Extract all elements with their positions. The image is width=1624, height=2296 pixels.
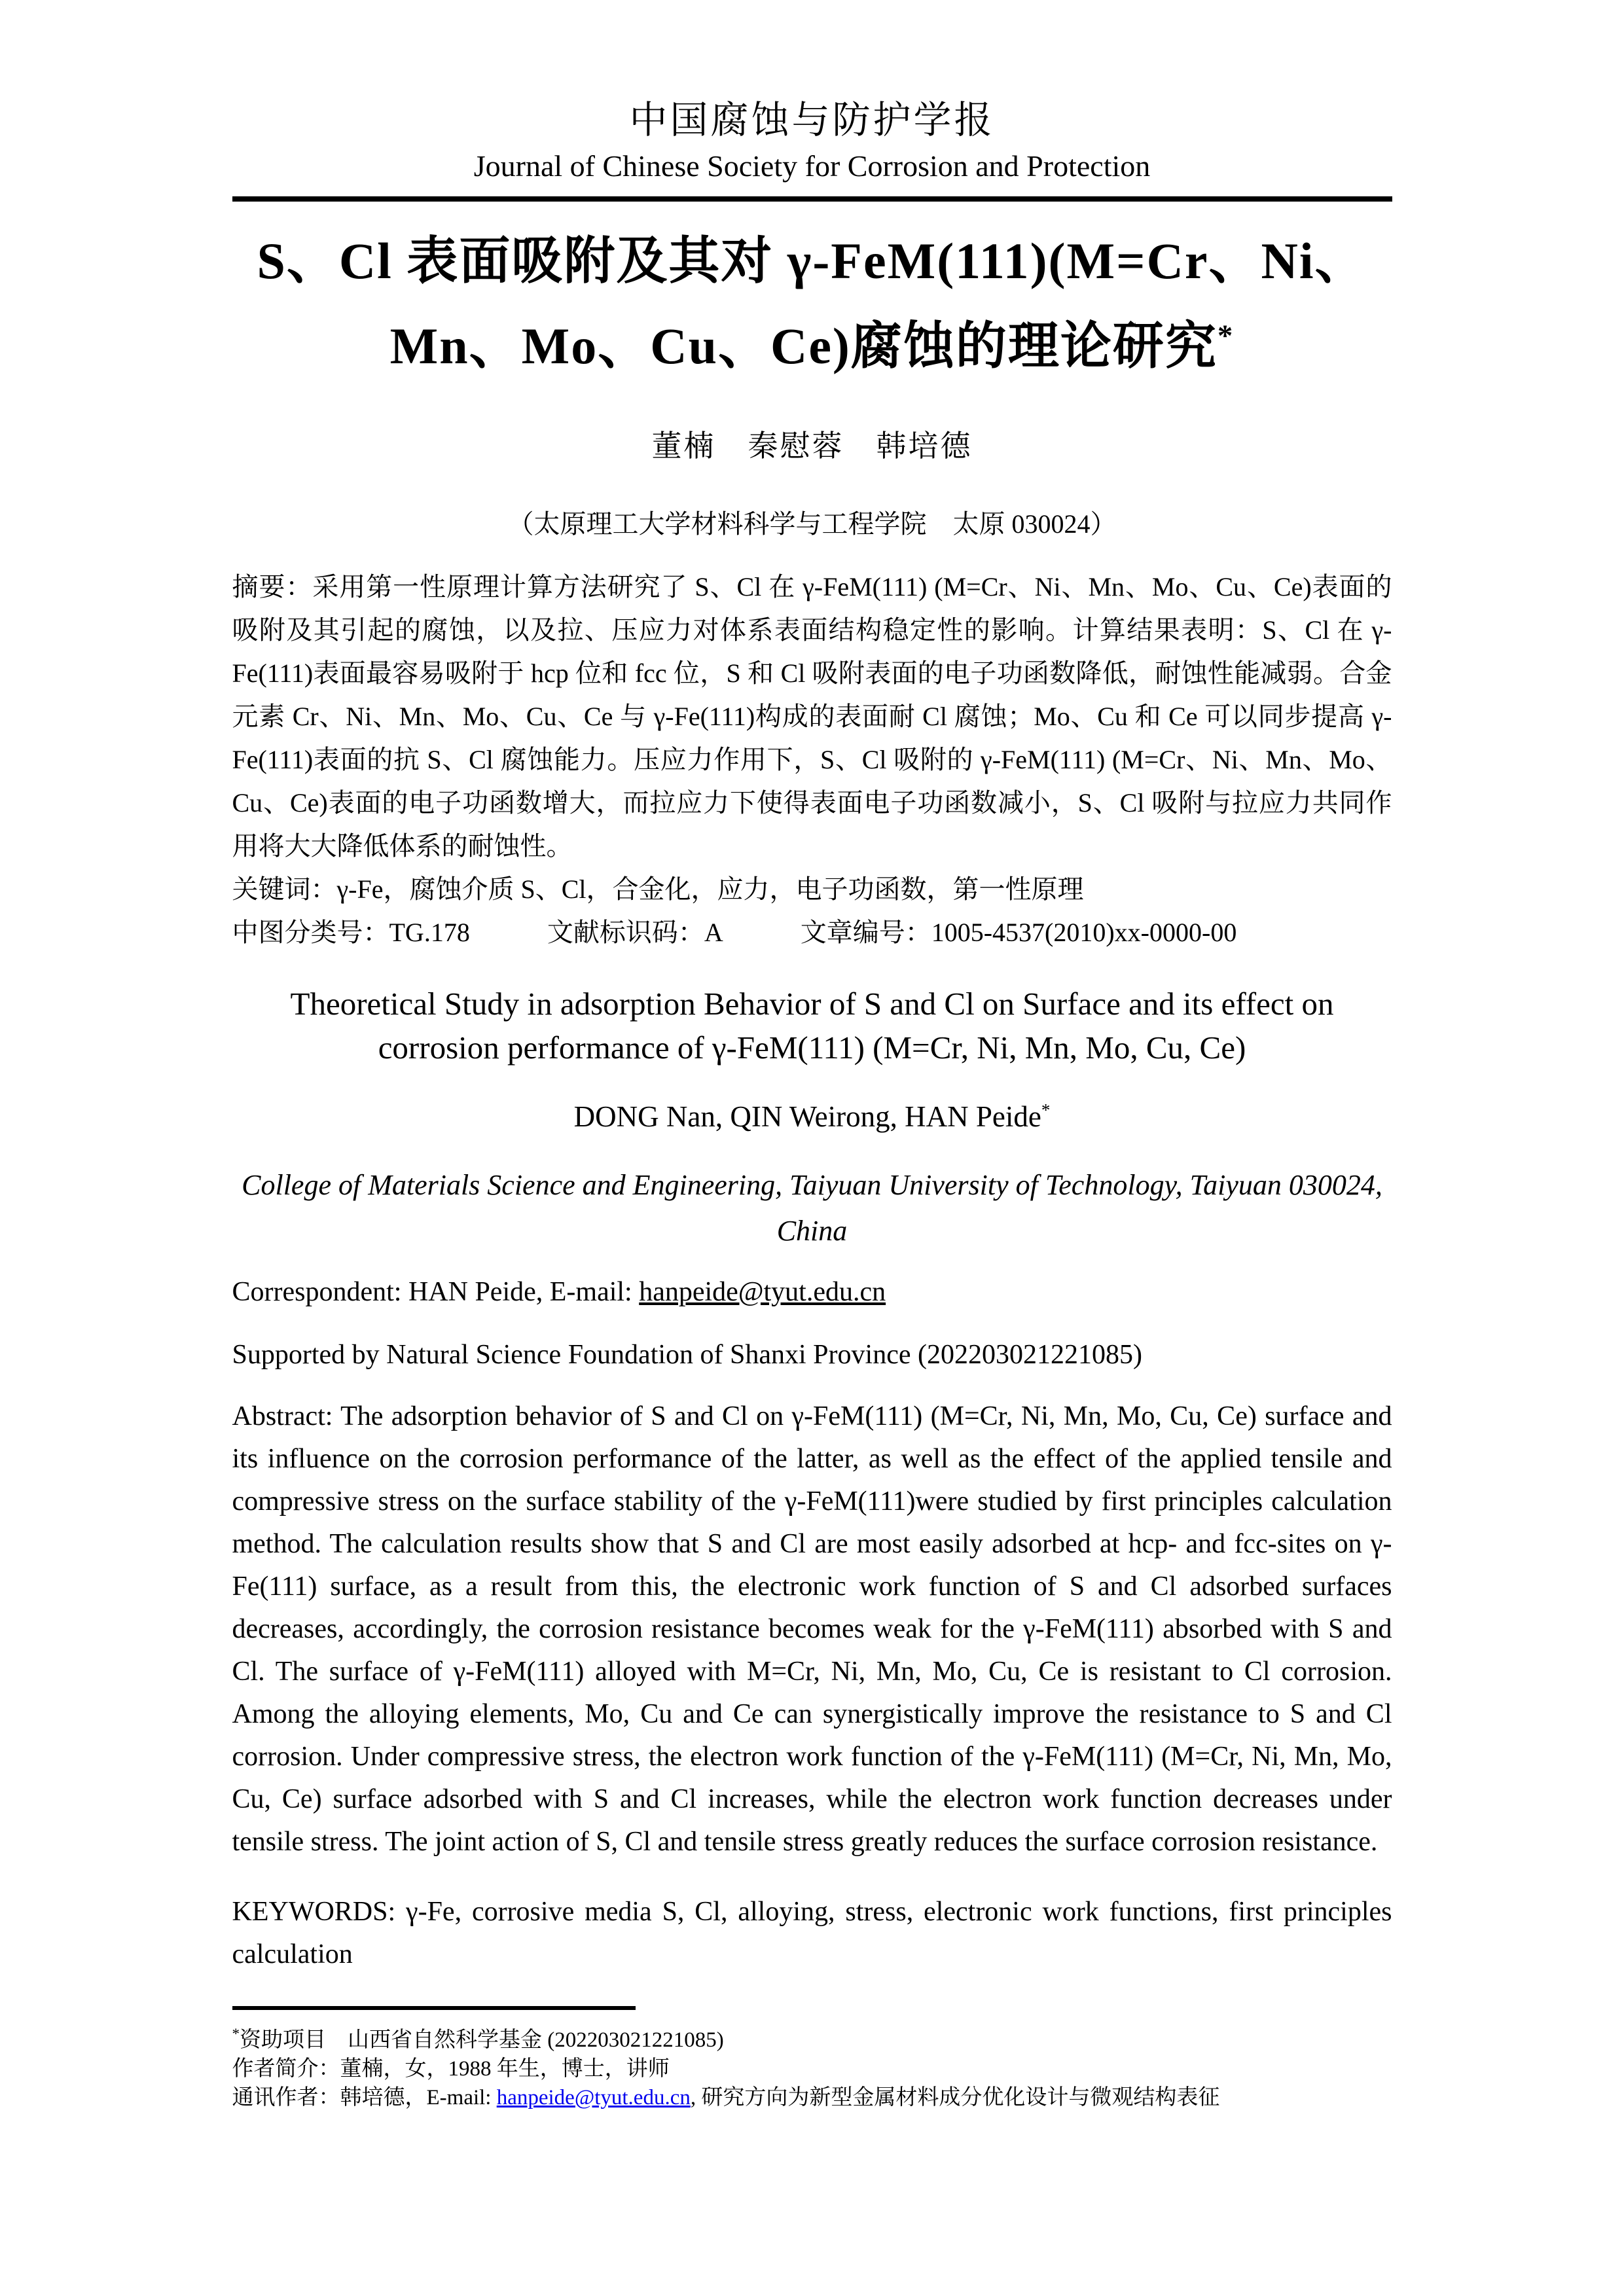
affiliation-cn: （太原理工大学材料科学与工程学院 太原 030024） xyxy=(507,509,1117,539)
paper-content xyxy=(232,0,1392,2112)
footnote-area xyxy=(232,2006,1392,2112)
article-title-cn xyxy=(232,219,1392,389)
header-divider xyxy=(232,196,1392,202)
authors-en xyxy=(232,1097,1392,1136)
authors-en-text: DONG Nan, QIN Weirong, HAN Peide xyxy=(573,1100,1041,1133)
correspondent-label: Correspondent: HAN Peide, E-mail: xyxy=(232,1277,640,1307)
classification-row xyxy=(232,911,1392,954)
footnote-correspondent-suffix: , 研究方向为新型金属材料成分优化设计与微观结构表征 xyxy=(690,2086,1220,2109)
correspondent-email-link[interactable]: hanpeide@tyut.edu.cn xyxy=(639,1277,886,1307)
abstract-en: Abstract: The adsorption behavior of S and Cl on γ-FeM(111) (M=Cr, Ni, Mn, Mo, Cu, Ce) surface and its influence on the corrosion performance of the latter, as well as the effect of the applied tensile and compressive stress on the surface stability of the γ-FeM(111)were studied by first principles calculation method. The calculation results show that S and Cl are most easily adsorbed at hcp- and fcc-sites on γ-Fe(111) surface, as a result from this, the electronic work function of S and Cl adsorbed surfaces decreases, accordingly, the corrosion resistance becomes weak for the γ-FeM(111) absorbed with S and Cl. The surface of γ-FeM(111) alloyed with M=Cr, Ni, Mn, Mo, Cu, Ce is resistant to Cl corrosion. Among the alloying elements, Mo, Cu and Ce can synergistically improve the resistance to S and Cl corrosion. Under compressive stress, the electron work function of the γ-FeM(111) (M=Cr, Ni, Mn, Mo, Cu, Ce) surface adsorbed with S and Cl increases, while the electron work function decreases under tensile stress. The joint action of S, Cl and tensile stress greatly reduces the surface corrosion resistance. xyxy=(232,1401,1392,1857)
keywords-en: KEYWORDS: γ-Fe, corrosive media S, Cl, alloying, stress, electronic work functions, first principles calculation xyxy=(232,1897,1392,1969)
title-footnote-marker: * xyxy=(1217,319,1235,353)
footnote-divider xyxy=(232,2006,636,2010)
chinese-abstract-block xyxy=(232,565,1392,954)
article-title-en: Theoretical Study in adsorption Behavior of S and Cl on Surface and its effect on corrosion performance of γ-FeM(111) (M=Cr, Ni, Mn, Mo, Cu, Ce) xyxy=(290,986,1334,1066)
affiliation-en: College of Materials Science and Engineering, Taiyuan University of Technology, Taiyuan 030024, China xyxy=(242,1169,1382,1247)
article-number: 文章编号：1005-4537(2010)xx-0000-00 xyxy=(800,918,1237,947)
document-code: 文献标识码：A xyxy=(547,918,723,947)
footnote-email-link[interactable]: hanpeide@tyut.edu.cn xyxy=(496,2086,691,2109)
footnote-asterisk-marker: * xyxy=(232,2025,240,2042)
journal-name-cn: 中国腐蚀与防护学报 xyxy=(629,99,995,141)
clc-number: 中图分类号：TG.178 xyxy=(232,918,470,947)
footnote-funding-text: 资助项目 山西省自然科学基金 (202203021221085) xyxy=(240,2028,724,2052)
correspondent-line xyxy=(232,1272,1392,1312)
footnote-correspondent-prefix: 通讯作者：韩培德，E-mail: xyxy=(232,2086,497,2109)
footnote-funding xyxy=(232,2026,1392,2054)
abstract-cn: 摘要：采用第一性原理计算方法研究了 S、Cl 在 γ-FeM(111) (M=Cr、Ni、Mn、Mo、Cu、Ce)表面的吸附及其引起的腐蚀，以及拉、压应力对体系表面结构稳定性的影响。计算结果表明：S、Cl 在 γ-Fe(111)表面最容易吸附于 hcp 位和 fcc 位，S 和 Cl 吸附表面的电子功函数降低，耐蚀性能减弱。合金元素 Cr、Ni、Mn、Mo、Cu、Ce 与 γ-Fe(111)构成的表面耐 Cl 腐蚀；Mo、Cu 和 Ce 可以同步提高 γ-Fe(111)表面的抗 S、Cl 腐蚀能力。压应力作用下，S、Cl 吸附的 γ-FeM(111) (M=Cr、Ni、Mn、Mo、Cu、Ce)表面的电子功函数增大，而拉应力下使得表面电子功函数减小，S、Cl 吸附与拉应力共同作用将大大降低体系的耐蚀性。 xyxy=(232,572,1392,861)
keywords-cn: 关键词：γ-Fe，腐蚀介质 S、Cl，合金化，应力，电子功函数，第一性原理 xyxy=(232,874,1084,904)
authors-en-footnote-marker: * xyxy=(1041,1100,1051,1120)
authors-cn: 董楠 秦慰蓉 韩培德 xyxy=(651,429,973,463)
footnote-correspondent xyxy=(232,2083,1392,2112)
article-title-cn-text: S、Cl 表面吸附及其对 γ-FeM(111)(M=Cr、Ni、Mn、Mo、Cu、Ce)腐蚀的理论研究 xyxy=(257,232,1367,374)
supported-by-line: Supported by Natural Science Foundation of Shanxi Province (202203021221085) xyxy=(232,1340,1142,1370)
journal-name-en: Journal of Chinese Society for Corrosion and Protection xyxy=(473,149,1151,183)
footnote-author-bio: 作者简介：董楠，女，1988 年生，博士，讲师 xyxy=(232,2057,670,2081)
